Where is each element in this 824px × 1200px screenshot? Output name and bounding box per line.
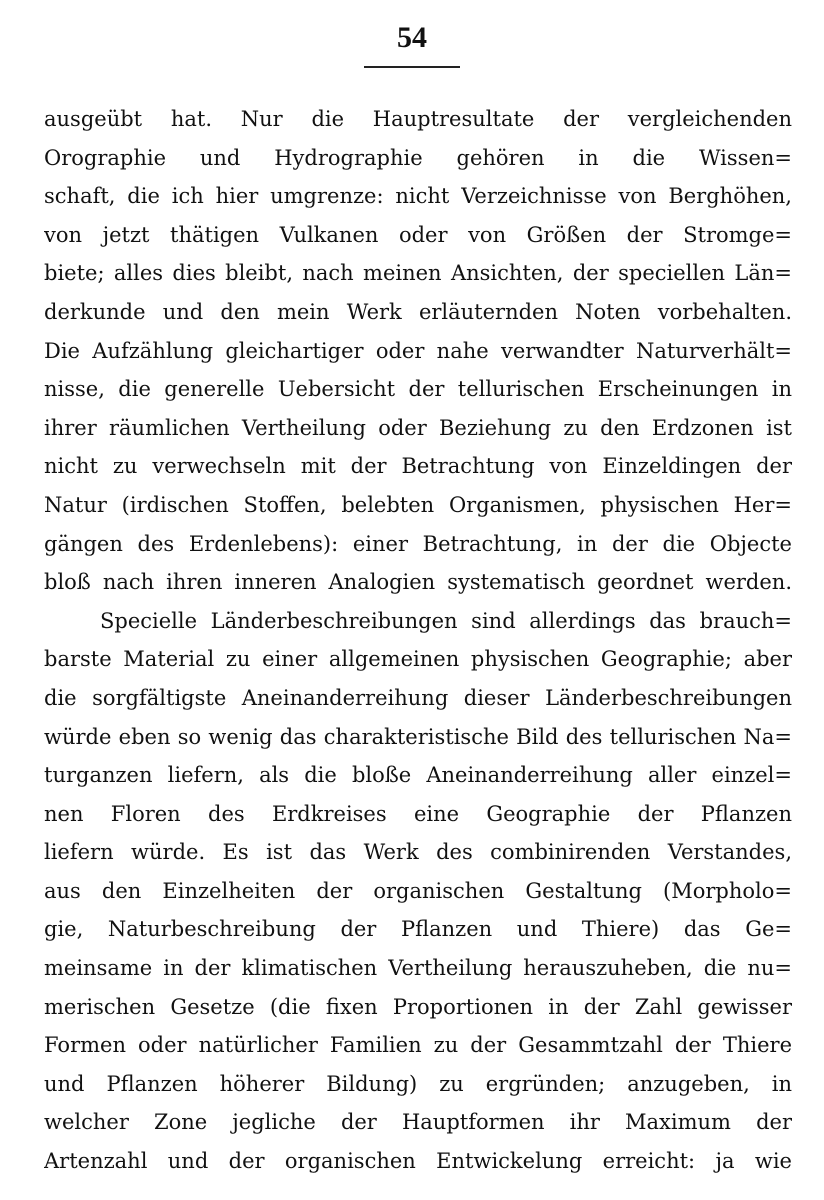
text-line: aus den Einzelheiten der organischen Gestaltung (Morpholo=	[44, 878, 792, 903]
text-line: Natur (irdischen Stoffen, belebten Organismen, physischen Her=	[44, 492, 792, 517]
text-line: die sorgfältigste Aneinanderreihung dieser Länderbeschreibungen	[44, 685, 792, 710]
text-line: bloß nach ihren inneren Analogien systematisch geordnet werden.	[44, 570, 792, 595]
text-line: und Pflanzen höherer Bildung) zu ergründen; anzugeben, in	[44, 1071, 792, 1096]
body-text	[44, 100, 792, 1181]
text-line: ihrer räumlichen Vertheilung oder Beziehung zu den Erdzonen ist	[44, 415, 792, 440]
text-line: nicht zu verwechseln mit der Betrachtung von Einzeldingen der	[44, 454, 792, 479]
text-line: gie, Naturbeschreibung der Pflanzen und Thiere) das Ge=	[44, 917, 792, 942]
text-line: Formen oder natürlicher Familien zu der Gesammtzahl der Thiere	[44, 1033, 792, 1058]
text-line: barste Material zu einer allgemeinen physischen Geographie; aber	[44, 647, 792, 672]
text-line: gängen des Erdenlebens): einer Betrachtung, in der die Objecte	[44, 531, 792, 556]
text-line: würde eben so wenig das charakteristische Bild des tellurischen Na=	[44, 724, 792, 749]
text-line: merischen Gesetze (die fixen Proportionen in der Zahl gewisser	[44, 994, 792, 1019]
text-line: schaft, die ich hier umgrenze: nicht Verzeichnisse von Berghöhen,	[44, 184, 792, 209]
text-line: meinsame in der klimatischen Vertheilung herauszuheben, die nu=	[44, 956, 792, 981]
text-line: derkunde und den mein Werk erläuternden Noten vorbehalten.	[44, 299, 792, 324]
text-line: Artenzahl und der organischen Entwickelung erreicht: ja wie	[44, 1149, 792, 1174]
header-rule	[364, 66, 460, 68]
text-line: welcher Zone jegliche der Hauptformen ihr Maximum der	[44, 1110, 792, 1135]
page-number: 54	[397, 21, 427, 54]
text-line: liefern würde. Es ist das Werk des combinirenden Verstandes,	[44, 840, 792, 865]
text-line: nen Floren des Erdkreises eine Geographie der Pflanzen	[44, 801, 792, 826]
text-line-indented: Specielle Länderbeschreibungen sind allerdings das brauch=	[100, 608, 792, 633]
text-line: ausgeübt hat. Nur die Hauptresultate der vergleichenden	[44, 107, 792, 131]
text-line: biete; alles dies bleibt, nach meinen Ansichten, der speciellen Län=	[44, 261, 792, 286]
text-line: Orographie und Hydrographie gehören in die Wissen=	[44, 145, 792, 170]
text-line: Die Aufzählung gleichartiger oder nahe verwandter Naturverhält=	[44, 338, 792, 363]
text-line: nisse, die generelle Uebersicht der tellurischen Erscheinungen in	[44, 377, 792, 402]
text-line: turganzen liefern, als die bloße Aneinanderreihung aller einzel=	[44, 763, 792, 788]
text-line: von jetzt thätigen Vulkanen oder von Größen der Stromge=	[44, 222, 792, 247]
